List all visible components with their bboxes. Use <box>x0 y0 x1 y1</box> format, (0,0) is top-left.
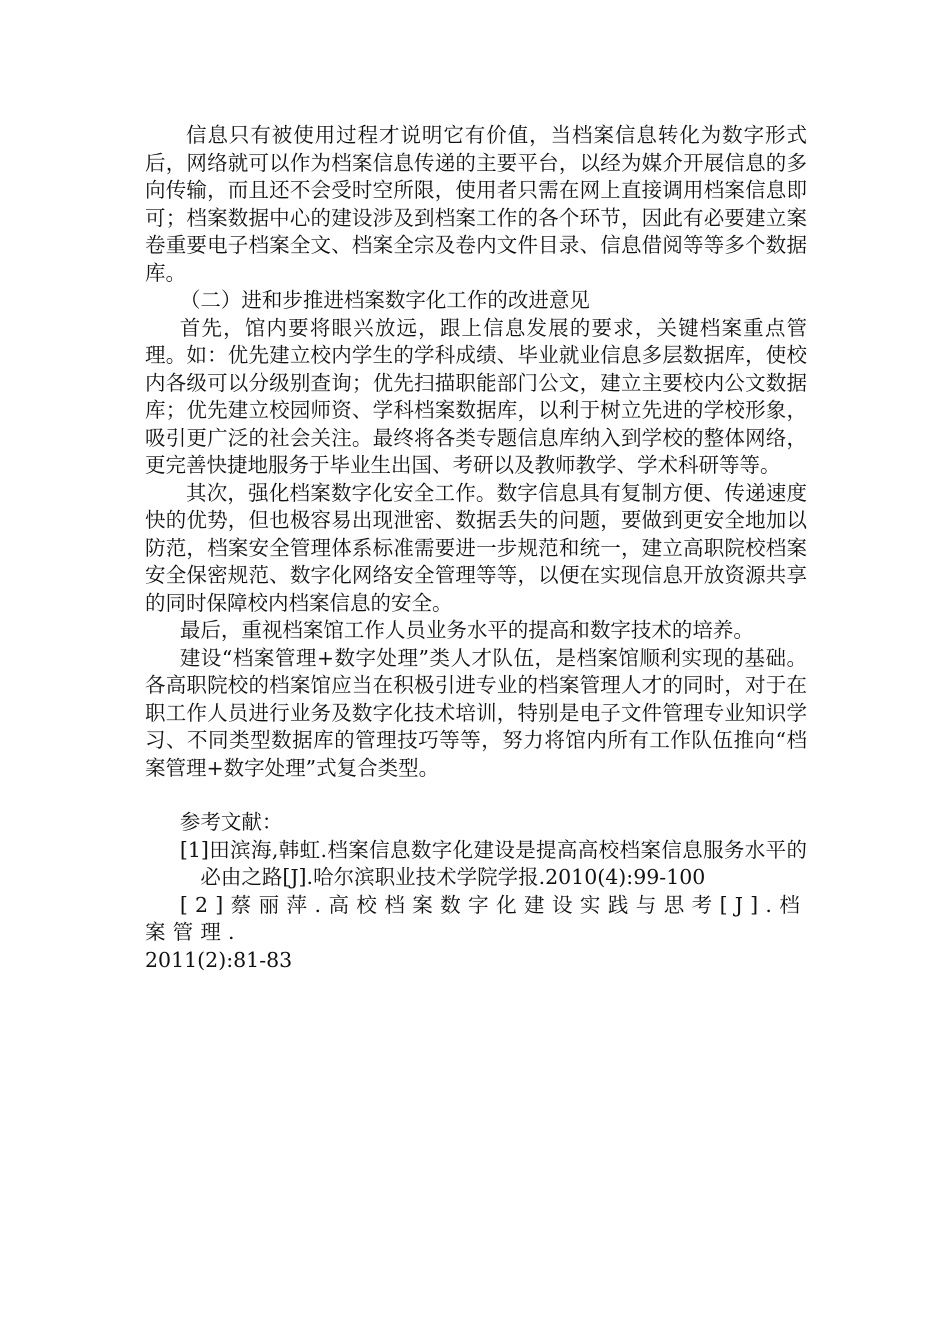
reference-item <box>145 892 807 947</box>
document-page <box>145 122 807 974</box>
reference-item: [1]田滨海,韩虹.档案信息数字化建设是提高高校档案信息服务水平的必由之路[J].哈尔滨职业技术学院学报.2010(4):99-100 <box>179 837 807 889</box>
body-paragraph: 信息只有被使用过程才说明它有价值，当档案信息转化为数字形式后，网络就可以作为档案信息传递的主要平台，以经为媒介开展信息的多向传输，而且还不会受时空所限，使用者只需在网上直接调用档案信息即可；档案数据中心的建设涉及到档案工作的各个环节，因此有必要建立案卷重要电子档案全文、档案全宗及卷内文件目录、信息借阅等等多个数据库。 <box>145 123 807 285</box>
reference-item-continued: 2011(2):81-83 <box>145 947 293 972</box>
references-title: 参考文献： <box>179 810 283 834</box>
reference-text: [2]蔡丽萍.高校档案数字化建设实践与思考[J].档案管理. <box>145 892 807 944</box>
body-paragraph: 首先，馆内要将眼兴放远，跟上信息发展的要求，关键档案重点管理。如：优先建立校内学生的学科成绩、毕业就业信息多层数据库，使校内各级可以分级别查询；优先扫描职能部门公文，建立主要校内公文数据库；优先建立校园师资、学科档案数据库，以利于树立先进的学校形象，吸引更广泛的社会关注。最终将各类专题信息库纳入到学校的整体网络，更完善快捷地服务于毕业生出国、考研以及教师教学、学术科研等等。 <box>145 315 807 477</box>
body-paragraph: 最后，重视档案馆工作人员业务水平的提高和数字技术的培养。 <box>179 618 754 642</box>
section-heading: （二）进和步推进档案数字化工作的改进意见 <box>179 288 590 312</box>
body-paragraph: 建设“档案管理+数字处理”类人才队伍，是档案馆顺利实现的基础。各高职院校的档案馆应当在积极引进专业的档案管理人才的同时，对于在职工作人员进行业务及数字化技术培训，特别是电子文件管理专业知识学习、不同类型数据库的管理技巧等等，努力将馆内所有工作队伍推向“档案管理+数字处理”式复合类型。 <box>145 645 807 780</box>
body-paragraph: 其次，强化档案数字化安全工作。数字信息具有复制方便、传递速度快的优势，但也极容易出现泄密、数据丢失的问题，要做到更安全地加以防范，档案安全管理体系标准需要进一步规范和统一，建立高职院校档案安全保密规范、数字化网络安全管理等等，以便在实现信息开放资源共享的同时保障校内档案信息的安全。 <box>145 480 807 615</box>
